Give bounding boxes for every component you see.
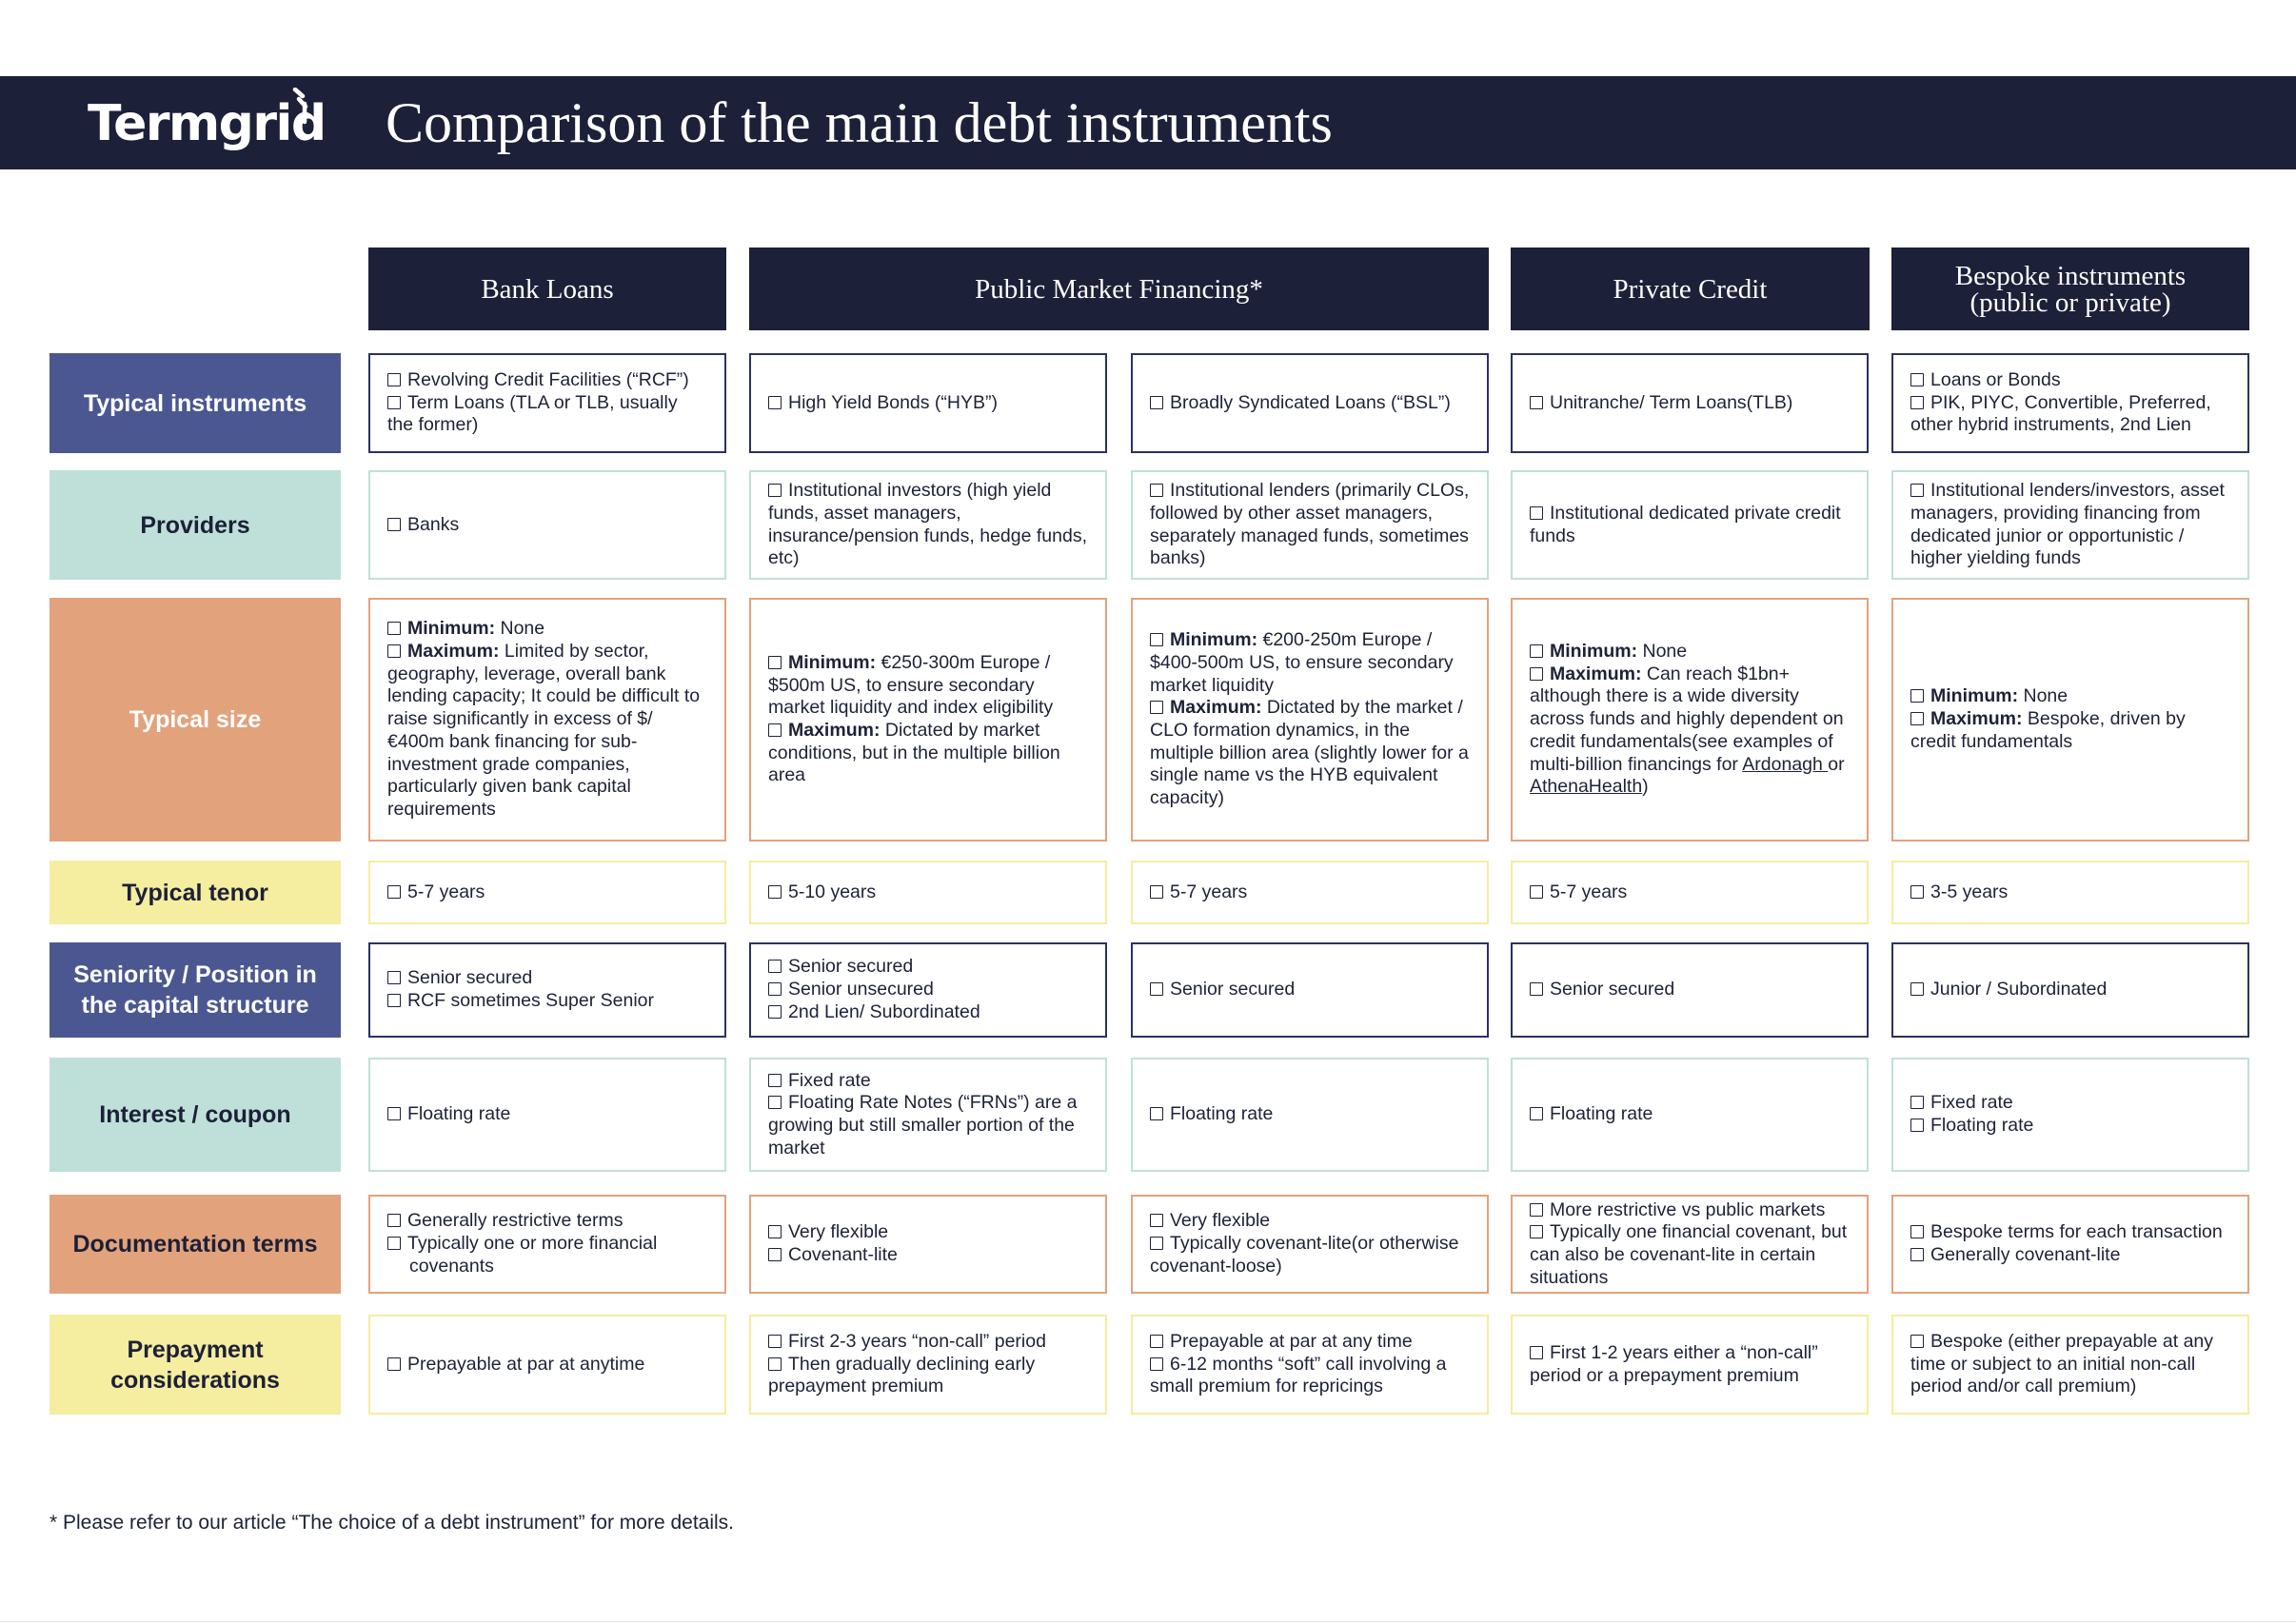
row-label [49, 1195, 341, 1294]
brand-logo[interactable]: Termgrid [88, 95, 326, 152]
list-item [1150, 1354, 1470, 1398]
table-cell [749, 470, 1107, 580]
item-text: None [2018, 685, 2068, 707]
list-item [387, 1103, 707, 1126]
list-item [768, 881, 1088, 904]
list-item [1530, 663, 1850, 799]
checkbox-icon [387, 994, 401, 1007]
item-label: Minimum: [1170, 629, 1258, 651]
list-item [387, 990, 707, 1013]
table-cell [1131, 1315, 1489, 1415]
checkbox-icon [768, 885, 782, 899]
table-cell [1891, 470, 2249, 580]
item-text: Floating rate [1930, 1115, 2034, 1136]
row-label-text: Typical size [129, 706, 262, 733]
list-item [387, 514, 707, 537]
checkbox-icon [768, 656, 782, 669]
logo-accent-icon [289, 88, 318, 131]
checkbox-icon [768, 396, 782, 409]
table-cell [368, 861, 726, 924]
table-cell [368, 353, 726, 453]
checkbox-icon [768, 960, 782, 973]
list-item [768, 1354, 1088, 1398]
checkbox-icon [387, 1357, 401, 1371]
checkbox-icon [1150, 885, 1163, 899]
table-cell [1511, 942, 1869, 1038]
list-item [1530, 641, 1850, 663]
checkbox-icon [1530, 1107, 1543, 1120]
item-text: Senior secured [788, 956, 914, 978]
table-cell [1131, 598, 1489, 842]
row-label [49, 470, 341, 580]
item-label: Minimum: [1550, 641, 1638, 663]
list-item [387, 881, 707, 904]
checkbox-icon [1530, 644, 1543, 658]
list-item [387, 618, 707, 641]
checkbox-icon [768, 1248, 782, 1261]
list-item [1910, 1092, 2230, 1115]
list-item [768, 1331, 1088, 1354]
checkbox-icon [1530, 1346, 1543, 1359]
item-text: Covenant-lite [788, 1244, 898, 1265]
divider [0, 1621, 2296, 1622]
list-item [1530, 1103, 1850, 1126]
checkbox-icon [1150, 1237, 1163, 1250]
table-cell [1511, 861, 1869, 924]
list-item [1530, 503, 1850, 547]
row-label-text: Typical instruments [83, 389, 307, 417]
item-text: €200-250m Europe / $400-500m US, to ensure secondary market liquidity [1150, 629, 1454, 696]
item-text: Typically one or more financial [407, 1233, 658, 1255]
item-label: Maximum: [1550, 663, 1642, 684]
row-label-text: Prepayment considerations [110, 1336, 280, 1394]
item-text: 5-7 years [1550, 881, 1628, 902]
checkbox-icon [1910, 396, 1924, 409]
item-text: Floating rate [1170, 1103, 1274, 1125]
item-text: 5-10 years [788, 881, 877, 902]
list-item [1910, 685, 2230, 708]
list-item [1910, 1221, 2230, 1244]
table-cell [1131, 1058, 1489, 1172]
checkbox-icon [1530, 982, 1543, 996]
checkbox-icon [1150, 633, 1163, 646]
column-header-sublabel: (public or private) [1969, 287, 2171, 318]
item-text: Dictated by the market / CLO formation dynamics, in the multiple billion area (slightly lower for a single name vs the HYB equivalent capacity) [1150, 697, 1469, 809]
list-item [1150, 1103, 1470, 1126]
item-text: €250-300m Europe / $500m US, to ensure secondary market liquidity and index eligibility [768, 651, 1054, 719]
list-item [1910, 979, 2230, 1001]
item-text: Very flexible [788, 1221, 889, 1243]
item-text: PIK, PIYC, Convertible, Preferred, other hybrid instruments, 2nd Lien [1910, 391, 2211, 436]
table-cell [749, 1195, 1107, 1294]
item-text: Unitranche/ Term Loans(TLB) [1550, 391, 1793, 413]
item-text: High Yield Bonds (“HYB”) [788, 391, 999, 413]
list-item [768, 652, 1088, 720]
header-bar [0, 76, 2296, 169]
list-item [1910, 708, 2230, 753]
item-text: Institutional lenders/investors, asset managers, providing financing from dedicated junior or opportunistic / higher yielding funds [1910, 480, 2225, 569]
table-cell [1131, 1195, 1489, 1294]
list-item [1530, 1342, 1850, 1387]
row-label [49, 1058, 341, 1172]
list-item [387, 641, 707, 822]
checkbox-icon [387, 622, 401, 635]
list-item [1910, 1244, 2230, 1267]
item-text: 6-12 months “soft” call involving a small premium for repricings [1150, 1353, 1447, 1397]
row-label-text: Interest / coupon [99, 1101, 291, 1128]
list-item [768, 1001, 1088, 1024]
checkbox-icon [1150, 396, 1163, 409]
checkbox-icon [387, 373, 401, 386]
item-text: Banks [407, 513, 460, 535]
checkbox-icon [1150, 1107, 1163, 1120]
footnote: * Please refer to our article “The choice of a debt instrument” for more details. [49, 1512, 734, 1534]
item-text: Senior secured [1170, 979, 1296, 1000]
list-item [768, 480, 1088, 570]
checkbox-icon [1910, 1225, 1924, 1238]
table-cell [749, 861, 1107, 924]
item-text: Floating rate [407, 1103, 511, 1125]
item-text: Then gradually declining early prepayment premium [768, 1353, 1036, 1397]
item-text: More restrictive vs public markets [1550, 1198, 1826, 1220]
checkbox-icon [768, 1005, 782, 1019]
checkbox-icon [1910, 484, 1924, 497]
row-label-text: Seniority / Position in the capital structure [73, 961, 317, 1019]
item-text: Generally restrictive terms [407, 1210, 623, 1232]
row-label-text: Providers [140, 511, 250, 539]
list-item [768, 1070, 1088, 1093]
checkbox-icon [1530, 506, 1543, 520]
row-label [49, 353, 341, 453]
item-text: Generally covenant-lite [1930, 1244, 2121, 1265]
item-text: Typically covenant-lite(or otherwise covenant-loose) [1150, 1233, 1459, 1277]
table-cell [1511, 598, 1869, 842]
list-item [768, 1092, 1088, 1159]
item-text: ) [1642, 776, 1649, 798]
table-cell [368, 942, 726, 1038]
item-text: RCF sometimes Super Senior [407, 990, 655, 1011]
item-text: Broadly Syndicated Loans (“BSL”) [1170, 391, 1451, 413]
item-text: Fixed rate [1930, 1092, 2013, 1114]
list-item [1150, 392, 1470, 415]
item-text: Institutional dedicated private credit funds [1530, 502, 1841, 546]
checkbox-icon [1910, 689, 1924, 703]
table-cell [749, 942, 1107, 1038]
list-item [1150, 979, 1470, 1001]
checkbox-icon [1910, 1335, 1924, 1348]
item-text: Very flexible [1170, 1210, 1271, 1232]
list-item [1150, 629, 1470, 697]
table-cell [749, 353, 1107, 453]
checkbox-icon [387, 644, 401, 658]
item-label: Minimum: [407, 618, 496, 640]
item-text: Prepayable at par at anytime [407, 1353, 645, 1375]
list-item [768, 720, 1088, 787]
list-item [1150, 480, 1470, 570]
checkbox-icon [387, 1237, 401, 1250]
checkbox-icon [768, 1335, 782, 1348]
item-text: Limited by sector, geography, leverage, overall bank lending capacity; It could be difficult to raise significantly in excess of $/€400m bank financing for sub-investment grade companies, particularly given bank capital requirements [387, 641, 701, 820]
checkbox-icon [1150, 484, 1163, 497]
item-text: Institutional investors (high yield funds, asset managers, insurance/pension funds, hedge funds, etc) [768, 480, 1087, 569]
item-text: First 2-3 years “non-call” period [788, 1330, 1046, 1352]
column-header-private-credit [1511, 248, 1870, 330]
list-item [1910, 1331, 2230, 1398]
checkbox-icon [1530, 1225, 1543, 1238]
table-cell [368, 1058, 726, 1172]
item-text: Bespoke, driven by credit fundamentals [1910, 708, 2186, 752]
item-text-continued: covenants [409, 1255, 494, 1277]
checkbox-icon [1530, 885, 1543, 899]
column-header-label: Public Market Financing* [975, 273, 1263, 305]
checkbox-icon [1910, 885, 1924, 899]
table-cell [1511, 1195, 1869, 1294]
item-text: 5-7 years [1170, 881, 1248, 902]
list-item [1150, 881, 1470, 904]
item-text: Loans or Bonds [1930, 368, 2061, 390]
checkbox-icon [1150, 1357, 1163, 1371]
checkbox-icon [1910, 982, 1924, 996]
row-label [49, 942, 341, 1038]
checkbox-icon [1530, 396, 1543, 409]
checkbox-icon [768, 1357, 782, 1371]
checkbox-icon [1530, 667, 1543, 681]
column-header-public-market [749, 248, 1489, 330]
item-text: Floating rate [1550, 1103, 1653, 1125]
item-text: Senior unsecured [788, 979, 934, 1000]
list-item [1150, 1210, 1470, 1233]
column-header-label: Bespoke instruments [1954, 260, 2187, 291]
ardonagh-link[interactable]: Ardonagh [1742, 753, 1829, 775]
checkbox-icon [768, 1096, 782, 1109]
item-text: Prepayable at par at any time [1170, 1330, 1413, 1352]
table-cell [1891, 861, 2249, 924]
checkbox-icon [387, 885, 401, 899]
list-item [1530, 1221, 1850, 1289]
table-cell [1511, 470, 1869, 580]
column-header-label: Bank Loans [481, 273, 614, 305]
checkbox-icon [1530, 1203, 1543, 1217]
column-header-label: Private Credit [1613, 273, 1768, 305]
table-cell [1511, 1315, 1869, 1415]
list-item [1910, 1115, 2230, 1138]
list-item [387, 369, 707, 392]
row-label [49, 598, 341, 842]
checkbox-icon [1910, 1119, 1924, 1132]
checkbox-icon [1150, 982, 1163, 996]
list-item [768, 979, 1088, 1001]
table-cell [1891, 1315, 2249, 1415]
item-text: Fixed rate [788, 1069, 871, 1091]
item-label: Maximum: [788, 720, 881, 741]
table-cell [1891, 353, 2249, 453]
checkbox-icon [768, 484, 782, 497]
table-cell [749, 598, 1107, 842]
item-text: First 1-2 years either a “non-call” period or a prepayment premium [1530, 1341, 1818, 1386]
item-text: or [1828, 753, 1845, 775]
table-cell [749, 1058, 1107, 1172]
table-cell [749, 1315, 1107, 1415]
table-cell [1131, 861, 1489, 924]
list-item [1150, 1331, 1470, 1354]
item-text: Junior / Subordinated [1930, 979, 2108, 1000]
table-cell [1891, 1058, 2249, 1172]
list-item [1150, 697, 1470, 810]
checkbox-icon [768, 982, 782, 996]
list-item [768, 956, 1088, 979]
list-item [1150, 1233, 1470, 1277]
list-item [1910, 392, 2230, 437]
table-cell [368, 1315, 726, 1415]
checkbox-icon [387, 1214, 401, 1227]
list-item [387, 392, 707, 437]
table-cell [1131, 353, 1489, 453]
item-text: Floating Rate Notes (“FRNs”) are a growing but still smaller portion of the market [768, 1092, 1078, 1159]
checkbox-icon [1910, 1096, 1924, 1109]
table-cell [1891, 1195, 2249, 1294]
checkbox-icon [1910, 373, 1924, 386]
table-cell [368, 470, 726, 580]
row-label [49, 861, 341, 924]
item-label: Minimum: [788, 651, 877, 673]
row-label-text: Documentation terms [72, 1231, 318, 1258]
list-item [1530, 979, 1850, 1001]
item-label: Minimum: [1930, 685, 2019, 707]
checkbox-icon [1150, 701, 1163, 714]
item-text: Dictated by market conditions, but in the multiple billion area [768, 720, 1060, 786]
item-text: Typically one financial covenant, but can also be covenant-lite in certain situations [1530, 1221, 1848, 1288]
item-text: Revolving Credit Facilities (“RCF”) [407, 368, 689, 390]
item-label: Maximum: [1170, 697, 1262, 719]
item-text: 2nd Lien/ Subordinated [788, 1000, 980, 1022]
checkbox-icon [768, 723, 782, 737]
checkbox-icon [1910, 1248, 1924, 1261]
item-text: Bespoke (either prepayable at any time or subject to an initial non-call period and/or call premium) [1910, 1330, 2214, 1397]
item-text: 3-5 years [1930, 881, 2009, 902]
column-header-bank-loans [368, 248, 726, 330]
item-label: Maximum: [407, 641, 500, 663]
list-item [1530, 1199, 1850, 1222]
table-cell [1131, 942, 1489, 1038]
list-item [387, 967, 707, 990]
table-cell [368, 598, 726, 842]
list-item [1530, 392, 1850, 415]
list-item [1910, 480, 2230, 570]
checkbox-icon [1910, 712, 1924, 725]
row-label [49, 1315, 341, 1415]
checkbox-icon [1150, 1214, 1163, 1227]
list-item [1530, 881, 1850, 904]
checkbox-icon [387, 971, 401, 984]
row-label-text: Typical tenor [122, 879, 268, 906]
table-cell [1891, 942, 2249, 1038]
item-text: None [495, 618, 545, 640]
list-item [387, 1354, 707, 1376]
list-item [387, 1233, 707, 1277]
list-item [768, 1244, 1088, 1267]
checkbox-icon [387, 1107, 401, 1120]
item-text: 5-7 years [407, 881, 485, 902]
table-cell [1891, 598, 2249, 842]
checkbox-icon [1150, 1335, 1163, 1348]
table-cell [1511, 1058, 1869, 1172]
item-text: Bespoke terms for each transaction [1930, 1221, 2223, 1243]
item-text: Can reach $1bn+ although there is a wide diversity across funds and highly dependent on credit fundamentals(see examples of multi-billion financings for [1530, 663, 1844, 775]
item-text: Senior secured [1550, 979, 1675, 1000]
item-text: None [1637, 641, 1688, 663]
item-label: Maximum: [1930, 708, 2023, 730]
column-header-bespoke [1891, 248, 2249, 330]
checkbox-icon [768, 1225, 782, 1238]
item-text: Term Loans (TLA or TLB, usually the former) [387, 391, 678, 436]
checkbox-icon [387, 396, 401, 409]
checkbox-icon [387, 518, 401, 531]
table-cell [1131, 470, 1489, 580]
list-item [1910, 881, 2230, 904]
athenahealth-link[interactable]: AthenaHealth [1530, 776, 1643, 798]
table-cell [1511, 353, 1869, 453]
list-item [768, 392, 1088, 415]
list-item [1910, 369, 2230, 392]
checkbox-icon [768, 1074, 782, 1087]
item-text: Institutional lenders (primarily CLOs, followed by other asset managers, separately managed funds, sometimes banks) [1150, 480, 1470, 569]
list-item [768, 1221, 1088, 1244]
table-cell [368, 1195, 726, 1294]
page-title: Comparison of the main debt instruments [386, 91, 1333, 154]
item-text: Senior secured [407, 967, 533, 989]
list-item [387, 1210, 707, 1233]
